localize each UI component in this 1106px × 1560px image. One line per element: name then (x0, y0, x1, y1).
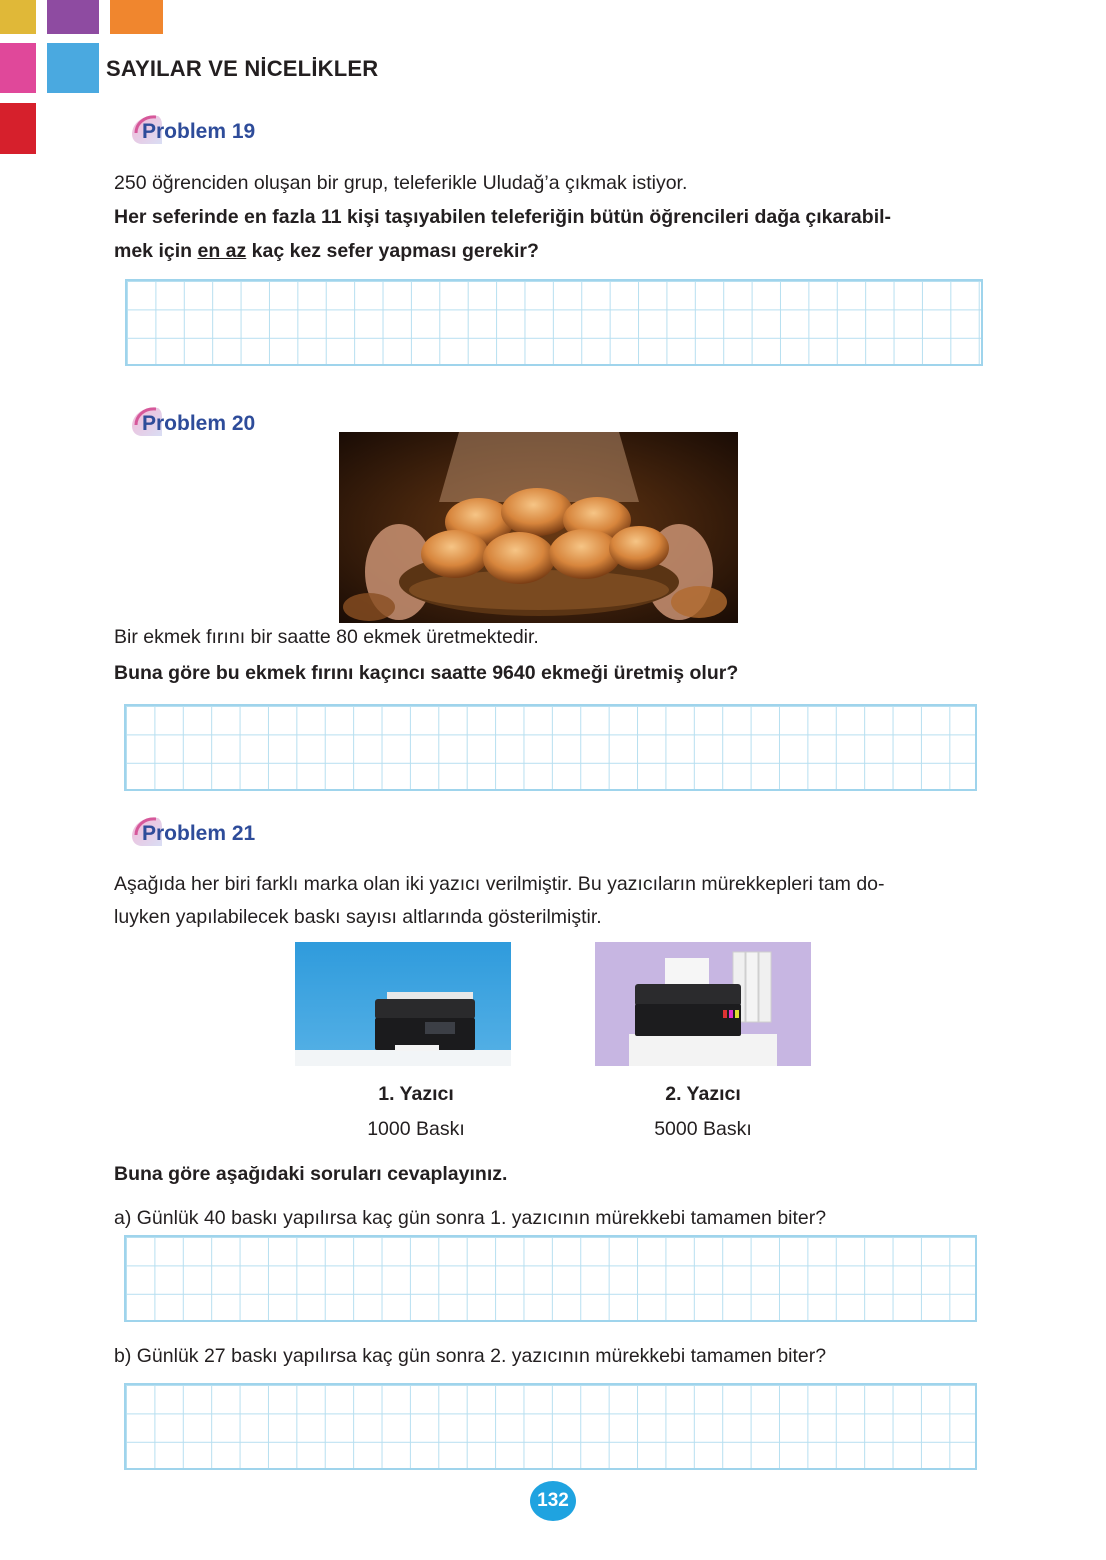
deco-square-purple (47, 0, 99, 34)
answer-grid-21a[interactable] (124, 1235, 977, 1322)
printer-2-photo (595, 942, 811, 1066)
deco-square-yellow (0, 0, 36, 34)
answer-grid-20[interactable] (124, 704, 977, 791)
deco-square-orange (110, 0, 163, 34)
problem-19-line-2: Her seferinde en fazla 11 kişi taşıyabilen teleferiğin bütün öğrencileri dağa çıkarabil- (114, 206, 892, 228)
problem-19-line-3 (114, 235, 539, 268)
answer-grid-21b[interactable] (124, 1383, 977, 1470)
deco-square-pink (0, 43, 36, 93)
answer-grid-19[interactable] (125, 279, 983, 366)
problem-20-line-1: Bir ekmek fırını bir saatte 80 ekmek üretmektedir. (114, 626, 539, 648)
problem-21-instruction: Buna göre aşağıdaki soruları cevaplayınız. (114, 1163, 508, 1185)
printer-2-title: 2. Yazıcı (665, 1083, 741, 1105)
section-title: SAYILAR VE NİCELİKLER (106, 56, 379, 81)
problem-19-underlined: en az (197, 240, 247, 262)
question-b: b) Günlük 27 baskı yapılırsa kaç gün sonra 2. yazıcının mürekkebi tamamen biter? (114, 1345, 827, 1367)
problem-20-label: Problem 20 (142, 412, 256, 435)
question-a: a) Günlük 40 baskı yapılırsa kaç gün sonra 1. yazıcının mürekkebi tamamen biter? (114, 1207, 827, 1229)
problem-19-label: Problem 19 (142, 120, 256, 143)
printer-1-title: 1. Yazıcı (378, 1083, 454, 1105)
printer-1-value: 1000 Baskı (367, 1118, 465, 1140)
problem-19-line-1: 250 öğrenciden oluşan bir grup, teleferikle Uludağ’a çıkmak istiyor. (114, 172, 688, 194)
printer-1-photo (295, 942, 511, 1066)
bread-basket-photo (339, 432, 738, 623)
deco-square-red (0, 103, 36, 154)
problem-19-line-3-pre: mek için (114, 240, 198, 262)
problem-21-line-2: luyken yapılabilecek baskı sayısı altlarında gösterilmiştir. (114, 906, 602, 928)
problem-20-line-2: Buna göre bu ekmek fırını kaçıncı saatte 9640 ekmeği üretmiş olur? (114, 662, 739, 684)
problem-21-label: Problem 21 (142, 822, 256, 845)
page-number-badge: 132 (530, 1481, 576, 1521)
problem-19-line-3-post: kaç kez sefer yapması gerekir? (246, 240, 539, 262)
problem-21-line-1: Aşağıda her biri farklı marka olan iki yazıcı verilmiştir. Bu yazıcıların mürekkepleri tam do- (114, 873, 885, 895)
deco-square-blue (47, 43, 99, 93)
printer-2-value: 5000 Baskı (654, 1118, 752, 1140)
